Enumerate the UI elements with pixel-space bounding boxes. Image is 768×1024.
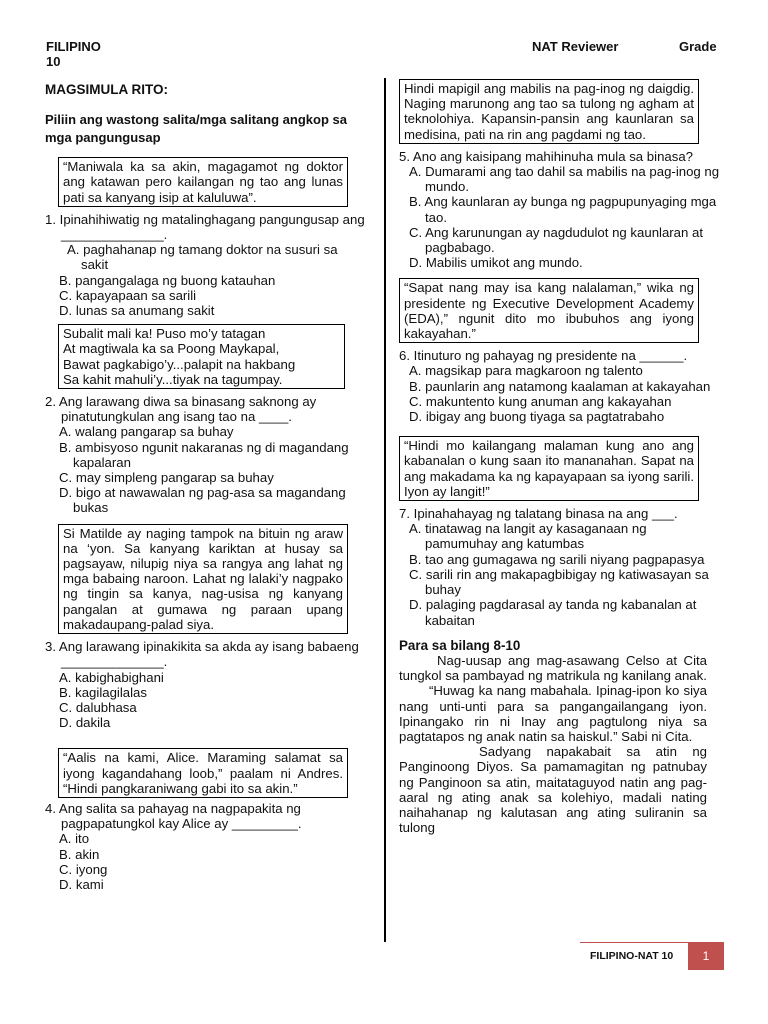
header-subject-label: FILIPINO [46,39,101,54]
header-subject [46,39,101,69]
choice-a[interactable]: A. magsikap para magkaroon ng talento [409,363,643,379]
question-3 [45,639,365,730]
passage-box-3: Si Matilde ay naging tampok na bituin ng araw na ‘yon. Sa kanyang kariktan at husay sa pagsayaw, nilupig niya sa rangya ang lahat ng mga babaing naroon. Lahat ng lalaki’y nagpako ng tingin sa kanya, nag-usisa ng kanyang pangalan at gumawa ng paraan upang makadaupang-palad siya. [58,524,348,634]
right-column [399,79,721,835]
choice-c[interactable]: C. dalubhasa [59,699,137,715]
choice-d[interactable]: D. bigo at nawawalan ng pag-asa sa magandang bukas [59,485,346,516]
question-stem: 2. Ang larawang diwa sa binasang saknong ay pinatutungkulan ang isang tao na ____. [45,394,317,425]
question-1 [45,212,365,318]
choice-a[interactable]: A. paghahanap ng tamang doktor na susuri sa sakit [67,242,338,273]
choice-c[interactable]: C. Ang karunungan ay nagdudulot ng kaunlaran at pagbabago. [409,224,704,256]
passage-box-5: Hindi mapigil ang mabilis na pag-inog ng daigdig. Naging marunong ang tao sa tulong ng agham at teknolohiya. Kapansin-pansin ang kaunlaran sa medisina, pati na rin ang pagdami ng tao. [399,79,699,144]
poem-line: Sa kahit mahuli’y...tiyak na tagumpay. [63,371,283,387]
page-footer [580,942,724,970]
choice-b[interactable]: B. Ang kaunlaran ay bunga ng pagpupunyaging mga tao. [409,194,717,225]
footer-label: FILIPINO-NAT 10 [590,950,674,962]
choice-d[interactable]: D. ibigay ang buong tiyaga sa pagtatrabaho [409,409,665,425]
question-5 [399,149,721,271]
choice-d[interactable]: D. kami [59,876,104,892]
choice-a[interactable]: A. kabighabighani [59,669,164,685]
choice-a[interactable]: A. tinatawag na langit ay kasaganaan ng pamumuhay ang katumbas [409,521,647,552]
header-grade-number: 10 [46,54,61,69]
passage-box-4: “Aalis na kami, Alice. Maraming salamat sa iyong kagandahang loob,” paalam ni Andres. “Hindi pangkaraniwang gabi ito sa akin.” [58,748,348,798]
column-divider [384,78,386,942]
question-stem: 7. Ipinahahayag ng talatang binasa na ang ___. [399,506,678,522]
question-stem: 4. Ang salita sa pahayag na nagpapakita ng pagpapatungkol kay Alice ay _________. [45,800,302,832]
question-stem: 5. Ano ang kaisipang mahihinuha mula sa binasa? [399,148,693,164]
choice-b[interactable]: B. ambisyoso ngunit nakaranas ng di magandang kapalaran [59,439,349,470]
passage-paragraph: “Huwag ka nang mabahala. Ipinag-ipon ko siya nang unti-unti para sa pangangailangang iyon. Ipinangako rin ni Inay ang pagtulong niya sa pagtatapos ng anak natin sa haiskul.” Sabi ni Cita. [399,683,707,744]
question-6 [399,348,721,424]
page-number: 1 [688,942,724,970]
choice-a[interactable]: A. ito [59,831,90,847]
choice-c[interactable]: C. iyong [59,861,108,877]
choice-a[interactable]: A. Dumarami ang tao dahil sa mabilis na pag-inog ng mundo. [409,164,720,195]
poem-line: At magtiwala ka sa Poong Maykapal, [63,341,280,357]
question-2 [45,394,365,516]
choice-b[interactable]: B. pangangalaga ng buong katauhan [59,272,276,288]
passage-box-6: “Sapat nang may isa kang nalalaman,” wika ng presidente ng Executive Development Academy (EDA),” ngunit dito mo ibubuhos ang iyong kakayahan.” [399,278,699,343]
header-reviewer: NAT Reviewer [532,39,619,54]
section-title: MAGSIMULA RITO: [45,82,168,97]
choice-c[interactable]: C. may simpleng pangarap sa buhay [59,470,274,486]
question-stem: 1. Ipinahihiwatig ng matalinghagang pangungusap ang ______________. [45,211,365,243]
passage-paragraph: Sadyang napakabait sa atin ng Panginoong Diyos. Sa pamamagitan ng patnubay ng Panginoon sa atin, maitataguyod natin ang pag-aaral ng ating anak sa kolehiyo, madali nating naihahanap ng kalutasan ang ating suliranin sa tulong [399,744,707,836]
poem-line: Subalit mali ka! Puso mo’y tatagan [63,326,266,342]
header-grade: Grade [679,39,717,54]
reading-passage [399,653,707,835]
instructions: Piliin ang wastong salita/mga salitang angkop sa mga pangungusap [45,112,347,146]
choice-d[interactable]: D. dakila [59,715,111,731]
passage-box-1: “Maniwala ka sa akin, magagamot ng doktor ang katawan pero kailangan ng tao ang lunas pati sa kanyang isip at kaluluwa”. [58,157,348,207]
left-column [45,82,365,892]
poem-line: Bawat pagkabigo’y...palapit na hakbang [63,356,296,372]
choice-d[interactable]: D. Mabilis umikot ang mundo. [409,255,583,271]
question-stem: 3. Ang larawang ipinakikita sa akda ay isang babaeng ______________. [45,639,359,670]
passage-paragraph: Nag-uusap ang mag-asawang Celso at Cita tungkol sa pambayad ng matrikula ng kanilang anak. [399,652,707,684]
choice-b[interactable]: B. tao ang gumagawa ng sarili niyang pagpapasya [409,551,705,567]
section-heading: Para sa bilang 8-10 [399,637,521,653]
choice-c[interactable]: C. sarili rin ang makapagbibigay ng katiwasayan sa buhay [409,566,709,598]
question-4 [45,801,365,892]
choice-c[interactable]: C. makuntento kung anuman ang kakayahan [409,393,672,409]
footer-rule [580,942,688,943]
question-stem: 6. Itinuturo ng pahayag ng presidente na ______. [399,348,688,364]
choice-a[interactable]: A. walang pangarap sa buhay [59,424,234,440]
choice-d[interactable]: D. lunas sa anumang sakit [59,303,215,319]
poem-box [58,324,345,389]
choice-b[interactable]: B. akin [59,846,100,862]
choice-c[interactable]: C. kapayapaan sa sarili [59,287,197,303]
choice-b[interactable]: B. paunlarin ang natamong kaalaman at kakayahan [409,378,711,394]
page-header [46,39,726,71]
choice-b[interactable]: B. kagilagilalas [59,684,147,700]
question-7 [399,506,721,628]
passage-box-7: “Hindi mo kailangang malaman kung ano ang kabanalan o kung saan ito mananahan. Sapat na ang makadama ka ng kapayapaan sa iyong sarili. Iyon ay langit!” [399,436,699,501]
choice-d[interactable]: D. palaging pagdarasal ay tanda ng kabanalan at kabaitan [409,597,697,628]
